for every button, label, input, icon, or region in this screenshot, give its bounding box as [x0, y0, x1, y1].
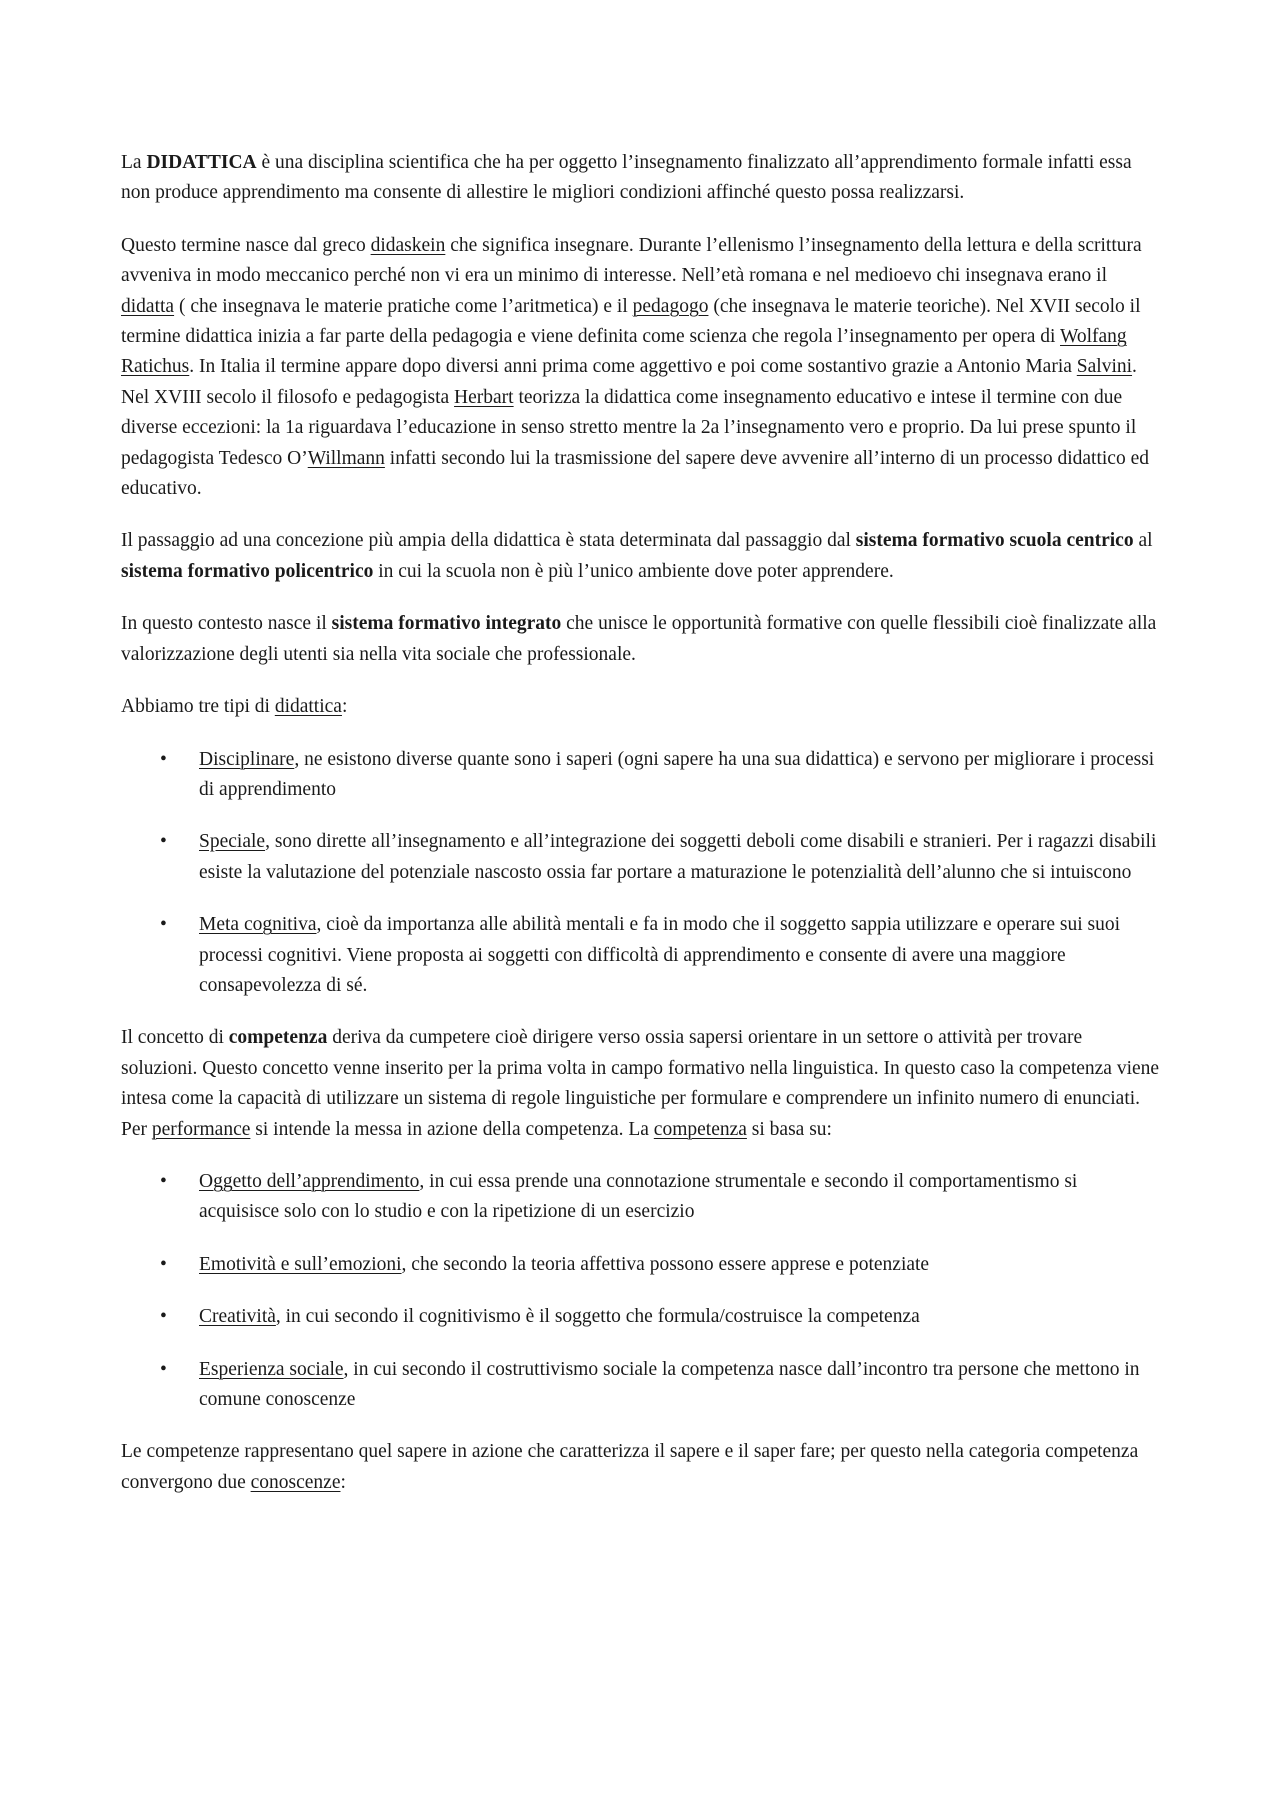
list-item	[121, 1167, 1161, 1228]
text: si intende la messa in azione della competenza. La	[250, 1118, 654, 1140]
text: infatti secondo lui la trasmissione del sapere deve avvenire all’interno di un processo didattico ed educativo.	[121, 447, 1149, 500]
text: in cui la scuola non è più l’unico ambiente dove poter apprendere.	[373, 560, 894, 582]
text: Le competenze rappresentano quel sapere in azione che caratterizza il sapere e il saper fare; per questo nella categoria competenza convergono due	[121, 1441, 1139, 1493]
text: deriva da cumpetere cioè dirigere verso ossia sapersi orientare in un settore o attività per trovare soluzioni. Questo concetto venne inserito per la prima volta in campo formativo nella linguistica. In questo caso la competenza viene intesa come la capacità di utilizzare un sistema di regole linguistiche per formulare e comprendere un infinito numero di enunciati. Per	[121, 1027, 1160, 1140]
underlined-term: Creatività	[199, 1306, 276, 1328]
bullet-icon: •	[160, 914, 167, 936]
bold-term-competenza: competenza	[228, 1027, 328, 1049]
text: In questo contesto nasce il	[121, 613, 332, 635]
underlined-didattica: didattica	[274, 696, 342, 718]
paragraph-integrated-system	[121, 609, 1161, 670]
underlined-term: Oggetto dell’apprendimento	[199, 1170, 420, 1192]
bold-term-scuola-centrico: sistema formativo scuola centrico	[855, 530, 1134, 552]
underlined-didaskein: didaskein	[370, 234, 446, 256]
bullet-icon: •	[160, 1306, 167, 1328]
text: è una disciplina scientifica che ha per oggetto l’insegnamento finalizzato all’apprendimento formale infatti essa non produce apprendimento ma consente di allestire le migliori condizioni affinché questo possa realizzarsi.	[121, 152, 1132, 204]
paragraph-didactic-types	[121, 692, 1161, 722]
text: Il passaggio ad una concezione più ampia della didattica è stata determinata dal passaggio dal	[121, 530, 856, 552]
text: si basa su:	[746, 1118, 832, 1140]
text: , in cui secondo il cognitivismo è il soggetto che formula/costruisce la competenza	[275, 1306, 920, 1328]
list-didactic-types	[121, 745, 1161, 1002]
text: Il concetto di	[121, 1027, 229, 1049]
underlined-performance: performance	[151, 1118, 251, 1140]
text: Abbiamo tre tipi di	[121, 696, 275, 718]
paragraph-term-origin	[121, 231, 1161, 505]
bold-term-policentrico: sistema formativo policentrico	[121, 560, 374, 582]
text: , in cui secondo il costruttivismo sociale la competenza nasce dall’incontro tra persone che mettono in comune conoscenze	[199, 1358, 1140, 1410]
text: . Nel XVIII secolo il filosofo e pedagogista	[121, 356, 1137, 408]
paragraph-didattica-definition	[121, 148, 1161, 209]
underlined-salvini: Salvini	[1076, 356, 1133, 378]
text: . In Italia il termine appare dopo diversi anni prima come aggettivo e poi come sostantivo grazie a Antonio Maria	[189, 356, 1077, 378]
text: ( che insegnava le materie pratiche come l’aritmetica) e il	[174, 295, 633, 317]
text: :	[340, 1471, 346, 1493]
underlined-ratichus: Ratichus	[121, 356, 190, 378]
bullet-icon: •	[160, 1358, 167, 1380]
underlined-term: Esperienza sociale	[199, 1358, 344, 1380]
list-item	[121, 827, 1161, 888]
list-item	[121, 1355, 1161, 1416]
paragraph-competenza	[121, 1023, 1161, 1145]
text: teorizza la didattica come insegnamento educativo e intese il termine con due diverse eccezioni: la 1a riguardava l’educazione in senso stretto mentre la 2a l’insegnamento vero e proprio. Da lui prese spunto il pedagogista Tedesco O’	[121, 386, 1137, 469]
list-item	[121, 1302, 1161, 1332]
bullet-icon: •	[160, 1170, 167, 1192]
text: , cioè da importanza alle abilità mentali e fa in modo che il soggetto sappia utilizzare e operare sui suoi processi cognitivi. Viene proposta ai soggetti con difficoltà di apprendimento e consente di avere una maggiore consapevolezza di sé.	[199, 914, 1121, 996]
underlined-didatta: didatta	[121, 295, 175, 317]
underlined-willmann: Willmann	[307, 447, 385, 469]
text: , sono dirette all’insegnamento e all’integrazione dei soggetti deboli come disabili e stranieri. Per i ragazzi disabili esiste la valutazione del potenziale nascosto ossia far portare a maturazione le potenzialità dell’alunno che si intuiscono	[199, 831, 1157, 883]
text: , ne esistono diverse quante sono i saperi (ogni sapere ha una sua didattica) e servono per migliorare i processi di apprendimento	[199, 748, 1155, 800]
underlined-term: Speciale	[199, 831, 266, 853]
text: che significa insegnare. Durante l’ellenismo l’insegnamento della lettura e della scrittura avveniva in modo meccanico perché non vi era un minimo di interesse. Nell’età romana e nel medioevo chi insegnava erano il	[121, 234, 1142, 287]
text: , in cui essa prende una connotazione strumentale e secondo il comportamentismo si acquisisce solo con lo studio e con la ripetizione di un esercizio	[199, 1170, 1078, 1223]
underlined-wolfang: Wolfang	[1060, 326, 1127, 348]
paragraph-competenze-conclusion	[121, 1437, 1161, 1498]
bullet-icon: •	[160, 748, 167, 770]
paragraph-formative-system	[121, 526, 1161, 587]
underlined-term: Emotività e sull’emozioni	[199, 1253, 402, 1275]
text: La	[121, 152, 147, 173]
text: Questo termine nasce dal greco	[121, 234, 371, 256]
list-item	[121, 745, 1161, 806]
bold-term-integrato: sistema formativo integrato	[331, 613, 562, 635]
text: :	[341, 696, 348, 718]
underlined-term: Disciplinare	[199, 748, 295, 770]
underlined-conoscenze: conoscenze	[250, 1471, 341, 1493]
text: , che secondo la teoria affettiva possono essere apprese e potenziate	[401, 1253, 930, 1275]
document-page	[121, 148, 1161, 1520]
text: al	[1133, 530, 1153, 552]
underlined-term: Meta cognitiva	[199, 914, 317, 936]
text: (che insegnava le materie teoriche). Nel XVII secolo il termine didattica inizia a far parte della pedagogia e viene definita come scienza che regola l’insegnamento per opera di	[121, 295, 1141, 348]
list-item	[121, 910, 1161, 1001]
bullet-icon: •	[160, 1253, 167, 1275]
text: che unisce le opportunità formative con quelle flessibili cioè finalizzate alla valorizzazione degli utenti sia nella vita sociale che professionale.	[121, 613, 1157, 665]
list-competence-bases	[121, 1167, 1161, 1415]
underlined-herbart: Herbart	[454, 386, 514, 408]
underlined-competenza: competenza	[653, 1118, 747, 1140]
bullet-icon: •	[160, 831, 167, 853]
list-item	[121, 1250, 1161, 1280]
bold-term-didattica: DIDATTICA	[146, 152, 257, 173]
underlined-pedagogo: pedagogo	[632, 295, 709, 317]
